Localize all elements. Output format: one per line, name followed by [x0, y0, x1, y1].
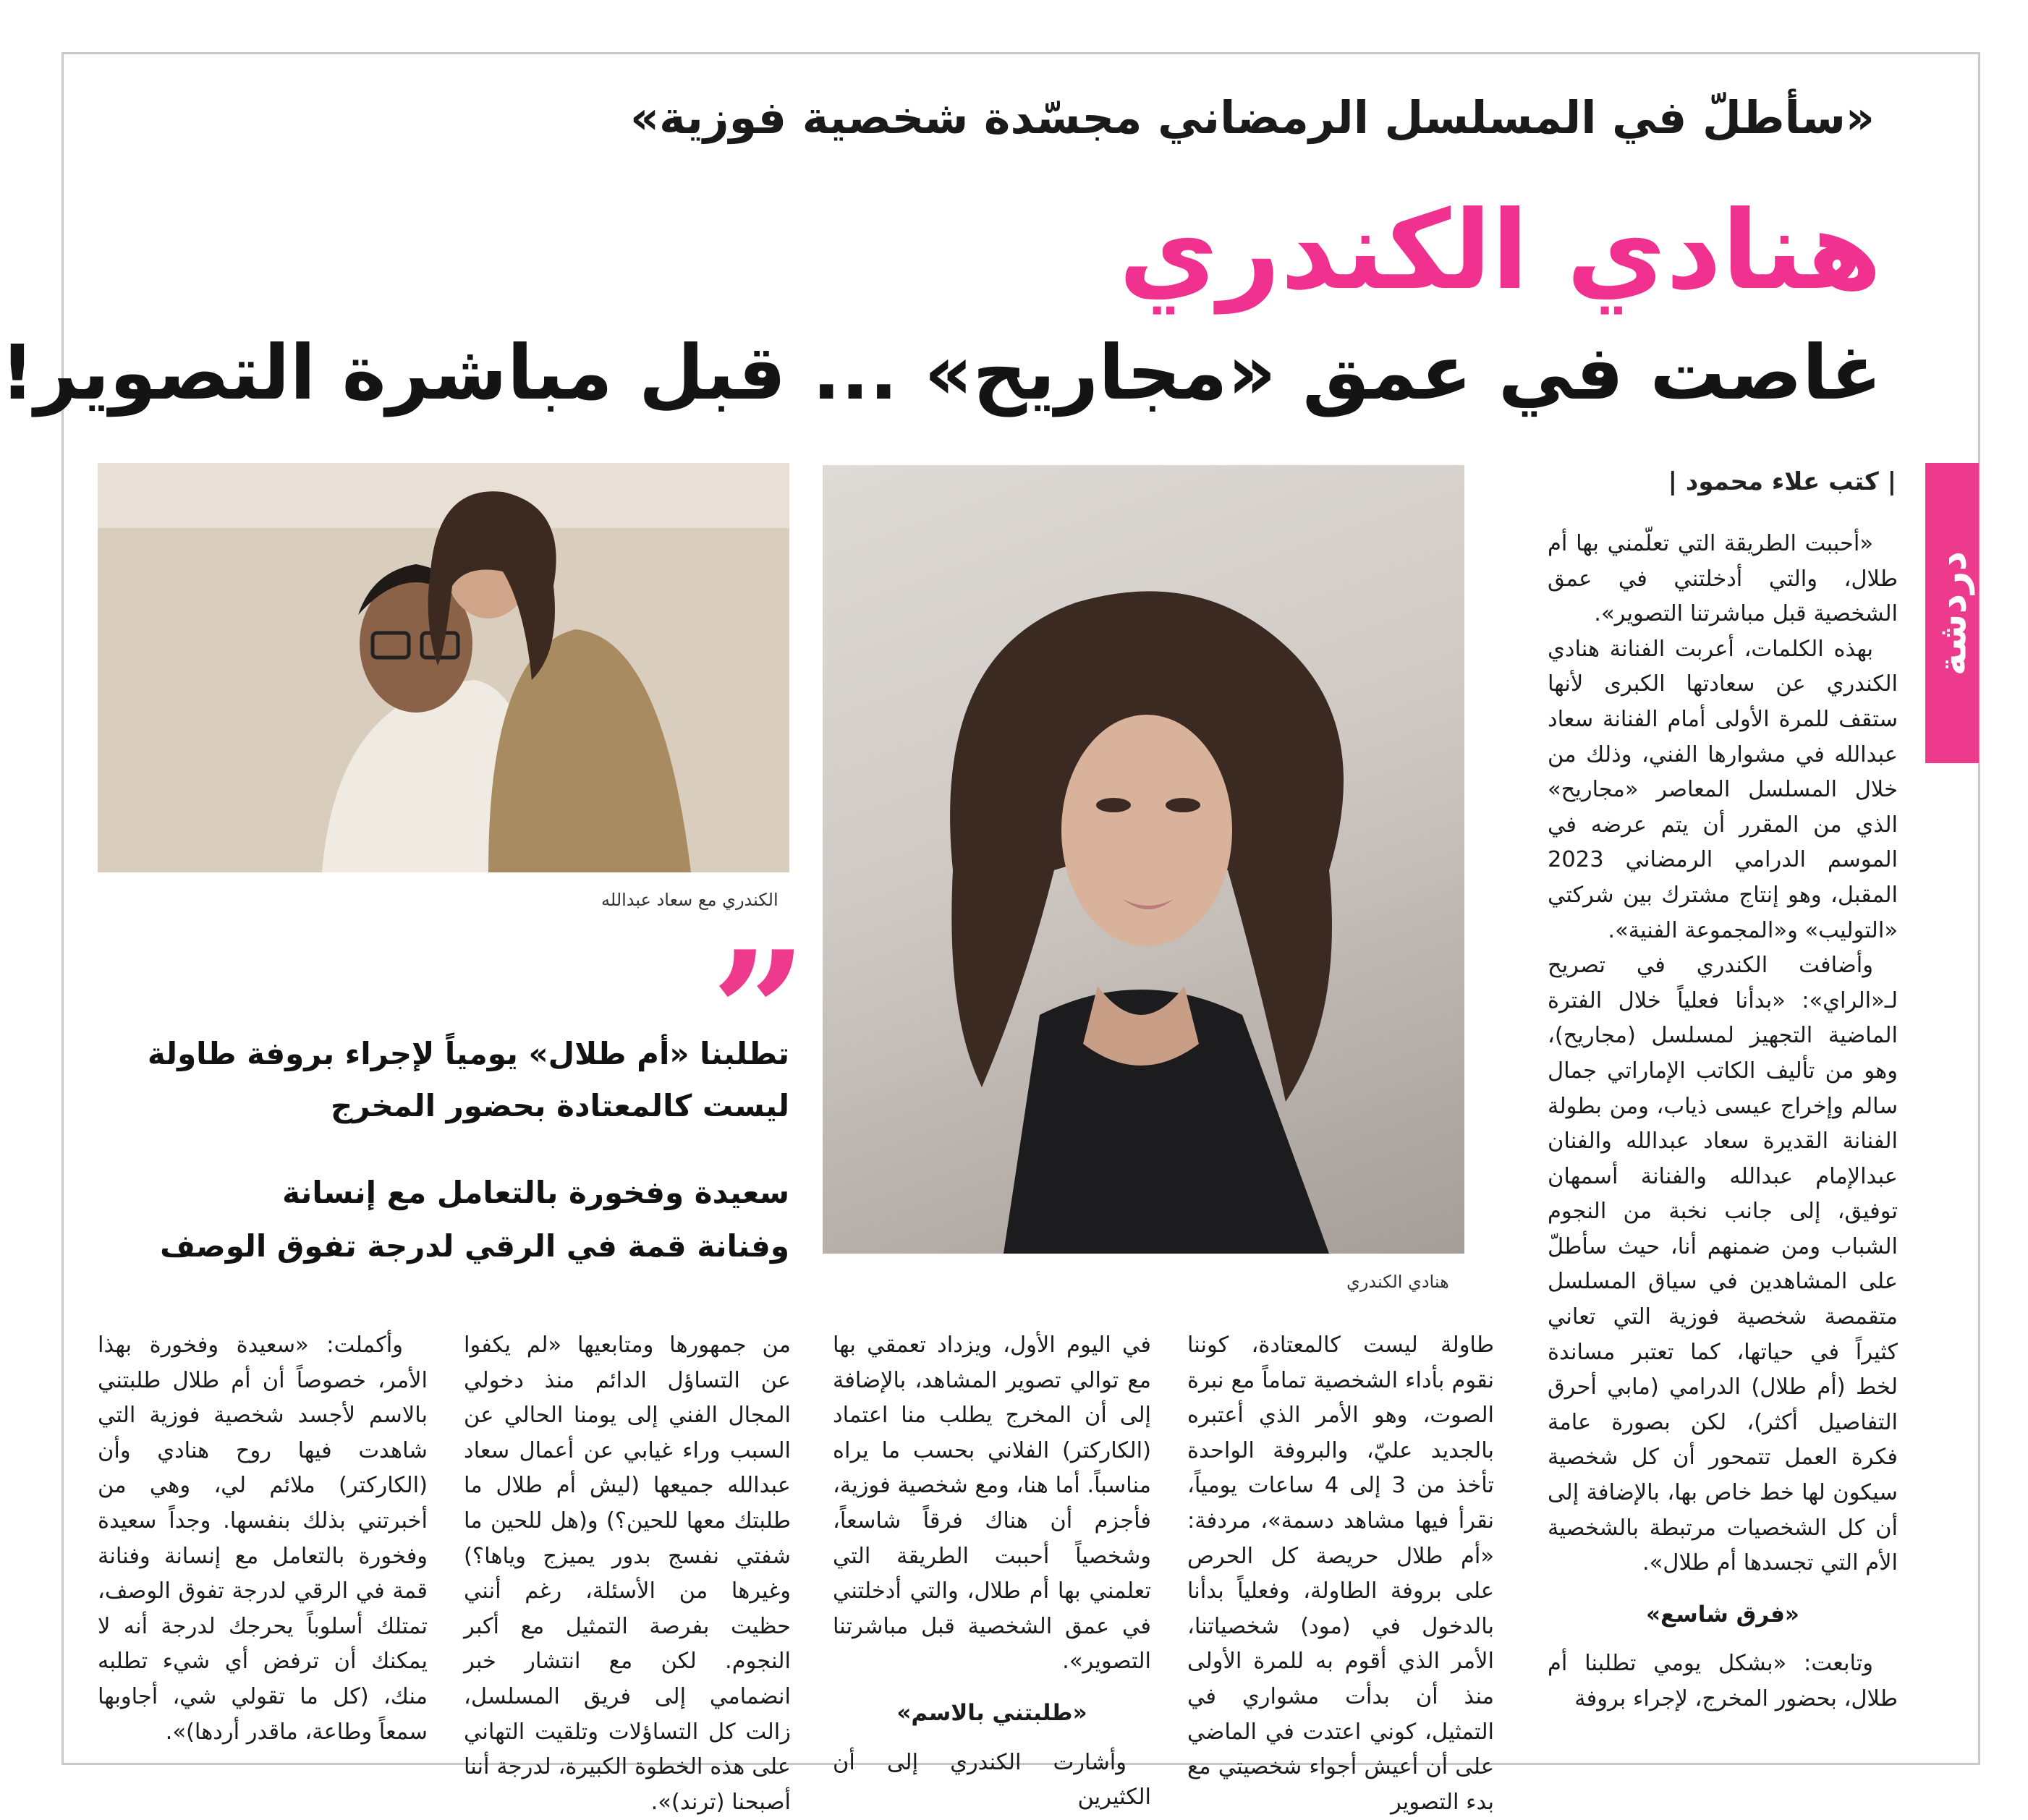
subheading: «طلبتني بالاسم» — [896, 1699, 1087, 1726]
paragraph: وأكملت: «سعيدة وفخورة بهذا الأمر، خصوصاً أن أم طلال طلبتني بالاسم لأجسد شخصية فوزية التي شاهدت فيها روح هنادي وأن (الكاركتر) ملائم لي، وهي من أخبرتني بذلك بنفسها. وجداً سعيدة وفخورة بالتعامل مع إنسانة وفنانة قمة في الرقي لدرجة تفوق الوصف، تمتلك أسلوباً يحرجك لدرجة أنه لا يمكنك أن ترفض أي شيء تطلبه منك، (كل ما تقولي شي، أجاوبها سمعاً وطاعة، ماقدر أردها)». — [98, 1332, 428, 1745]
paragraph: وأشارت الكندري إلى أن الكثيرين — [833, 1749, 1151, 1811]
main-photo-caption: هنادي الكندري — [1346, 1272, 1449, 1292]
paragraph: في اليوم الأول، ويزداد تعمقي بها مع توالي تصوير المشاهد، بالإضافة إلى أن المخرج يطلب منا اعتماد (الكاركتر) الفلاني بحسب ما يراه مناسباً. أما هنا، ومع شخصية فوزية، فأجزم أن هناك فرقاً شاسعاً، وشخصياً أحببت الطريقة التي تعلمني بها أم طلال، والتي أدخلتني في عمق الشخصية قبل مباشرتنا التصوير». — [833, 1332, 1151, 1675]
group-photo-illustration — [98, 463, 789, 872]
group-photo — [98, 463, 789, 872]
article-column-5 — [98, 1328, 428, 1745]
byline: | كتب علاء محمود | — [1668, 467, 1896, 496]
pull-quote-2-line-2: وفنانة قمة في الرقي لدرجة تفوق الوصف — [160, 1228, 789, 1264]
paragraph: بهذه الكلمات، أعربت الفنانة هنادي الكندري عن سعادتها الكبرى لأنها ستقف للمرة الأولى أمام الفنانة سعاد عبدالله في مشوارها الفني، وذلك من خلال المسلسل المعاصر «مجاريح» الذي من المقرر أن يتم عرضه في الموسم الدرامي الرمضاني 2023 المقبل، وهو إنتاج مشترك بين شركتي «التوليب» و«المجموعة الفنية». — [1548, 636, 1898, 943]
pull-quote-2-line-1: سعيدة وفخورة بالتعامل مع إنسانة — [282, 1175, 789, 1210]
paragraph: وتابعت: «بشكل يومي تطلبنا أم طلال، بحضور المخرج، لإجراء بروفة — [1548, 1651, 1898, 1711]
article-column-2 — [1187, 1328, 1494, 1815]
subheading: «فرق شاسع» — [1646, 1601, 1799, 1628]
paragraph: وأضافت الكندري في تصريح لـ«الراي»: «بدأنا فعلياً خلال الفترة الماضية التجهيز لمسلسل (مجاريح)، وهو من تأليف الكاتب الإماراتي جمال سالم وإخراج عيسى ذياب، ومن بطولة الفنانة القديرة سعاد عبدالله والفنان عبدالإمام عبدالله والفنانة أسمهان توفيق، إلى جانب نخبة من النجوم الشباب ومن ضمنهم أنا، حيث سأطلّ على المشاهدين في سياق المسلسل متقمصة شخصية فوزية التي تعاني كثيراً في حياتها، كما تعتبر مساندة لخط (أم طلال) الدرامي (مابي أحرق التفاصيل أكثر)، لكن بصورة عامة فكرة العمل تتمحور أن كل شخصية سيكون لها خط خاص بها، بالإضافة إلى أن كل الشخصيات مرتبطة بالشخصية الأم التي تجسدها أم طلال». — [1548, 953, 1898, 1576]
article-column-4 — [464, 1328, 791, 1815]
pull-quote-1-line-1: تطلبنا «أم طلال» يومياً لإجراء بروفة طاولة — [147, 1036, 789, 1071]
section-tab-label: دردشة — [1929, 550, 1975, 676]
article-column-1 — [1548, 527, 1898, 1749]
group-photo-caption: الكندري مع سعاد عبدالله — [601, 890, 778, 910]
paragraph: طاولة ليست كالمعتادة، كوننا نقوم بأداء الشخصية تماماً مع نبرة الصوت، وهو الأمر الذي أعتبره بالجديد عليّ، والبروفة الواحدة تأخذ من 3 إلى 4 ساعات يومياً، نقرأ فيها مشاهد دسمة»، مردفة: «أم طلال حريصة كل الحرص على بروفة الطاولة، وفعلياً بدأنا بالدخول في (مود) شخصياتنا، الأمر الذي أقوم به للمرة الأولى منذ أن بدأت مشواري في التمثيل، كوني اعتدت في الماضي على أن أعيش أجواء شخصيتي مع بدء التصوير — [1187, 1332, 1494, 1815]
paragraph: «أحببت الطريقة التي تعلّمني بها أم طلال، والتي أدخلتني في عمق الشخصية قبل مباشرتنا التصوير». — [1548, 531, 1898, 627]
celebrity-name: هنادي الكندري — [1119, 188, 1882, 314]
kicker: «سأطلّ في المسلسل الرمضاني مجسّدة شخصية فوزية» — [630, 91, 1875, 144]
portrait-illustration — [823, 465, 1464, 1254]
headline: غاصت في عمق «مجاريح» ... قبل مباشرة التصوير! — [0, 328, 1882, 417]
pull-quote-1-line-2: ليست كالمعتادة بحضور المخرج — [331, 1088, 789, 1123]
main-portrait-photo — [823, 465, 1464, 1254]
article-column-3 — [833, 1328, 1151, 1811]
section-tab — [1925, 463, 1979, 763]
quote-mark-icon: ” — [711, 915, 807, 1110]
paragraph: من جمهورها ومتابعيها «لم يكفوا عن التساؤل الدائم منذ دخولي المجال الفني إلى يومنا الحالي عن السبب وراء غيابي عن أعمال سعاد عبدالله جميعها (ليش أم طلال ما طلبتك معها للحين؟) و(هل للحين ما شفتي نفسج بدور يميزج وياها؟) وغيرها من الأسئلة، رغم أنني حظيت بفرصة التمثيل مع أكبر النجوم. لكن مع انتشار خبر انضمامي إلى فريق المسلسل، زالت كل التساؤلات وتلقيت التهاني على هذه الخطوة الكبيرة، لدرجة أننا أصبحنا (ترند)». — [464, 1332, 791, 1815]
